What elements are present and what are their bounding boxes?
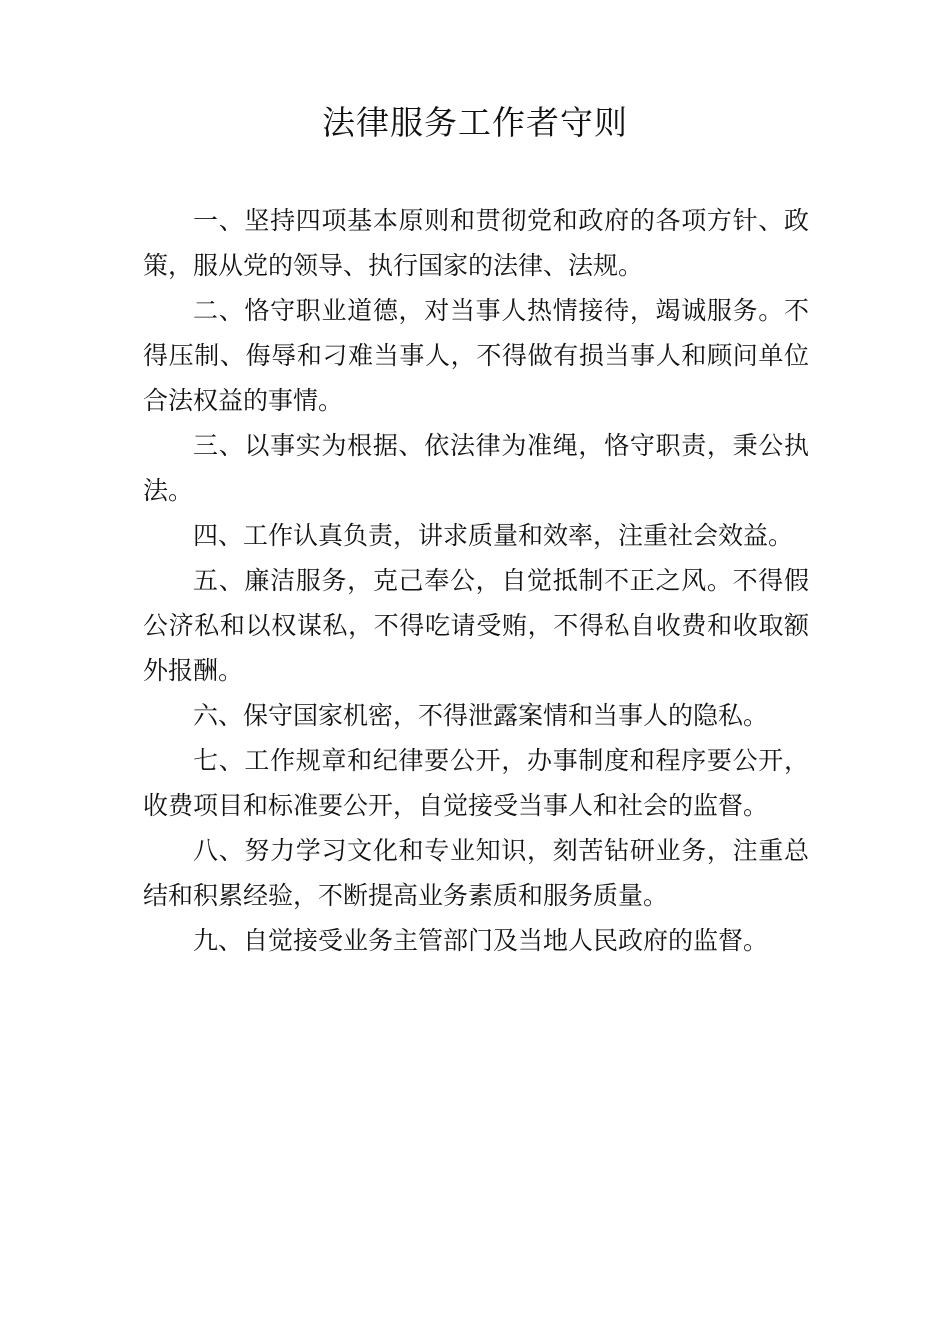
rule-paragraph-8: 八、努力学习文化和专业知识，刻苦钻研业务，注重总结和积累经验，不断提高业务素质和服务质量。 [143,836,809,910]
rule-paragraph-7: 七、工作规章和纪律要公开，办事制度和程序要公开，收费项目和标准要公开，自觉接受当事人和社会的监督。 [143,746,809,820]
document-body [143,198,809,963]
rule-paragraph-6: 六、保守国家机密，不得泄露案情和当事人的隐私。 [193,701,769,730]
rule-paragraph-3: 三、以事实为根据、依法律为准绳，恪守职责，秉公执法。 [143,431,809,505]
rule-paragraph-5: 五、廉洁服务，克己奉公，自觉抵制不正之风。不得假公济私和以权谋私，不得吃请受贿，不得私自收费和收取额外报酬。 [143,566,809,685]
document-title: 法律服务工作者守则 [322,103,628,142]
rule-paragraph-2: 二、恪守职业道德，对当事人热情接待，竭诚服务。不得压制、侮辱和刁难当事人，不得做有损当事人和顾问单位合法权益的事情。 [143,296,809,415]
rule-paragraph-9: 九、自觉接受业务主管部门及当地人民政府的监督。 [193,926,769,955]
rule-paragraph-1: 一、坚持四项基本原则和贯彻党和政府的各项方针、政策，服从党的领导、执行国家的法律、法规。 [143,206,809,280]
rule-paragraph-4: 四、工作认真负责，讲求质量和效率，注重社会效益。 [193,521,794,550]
